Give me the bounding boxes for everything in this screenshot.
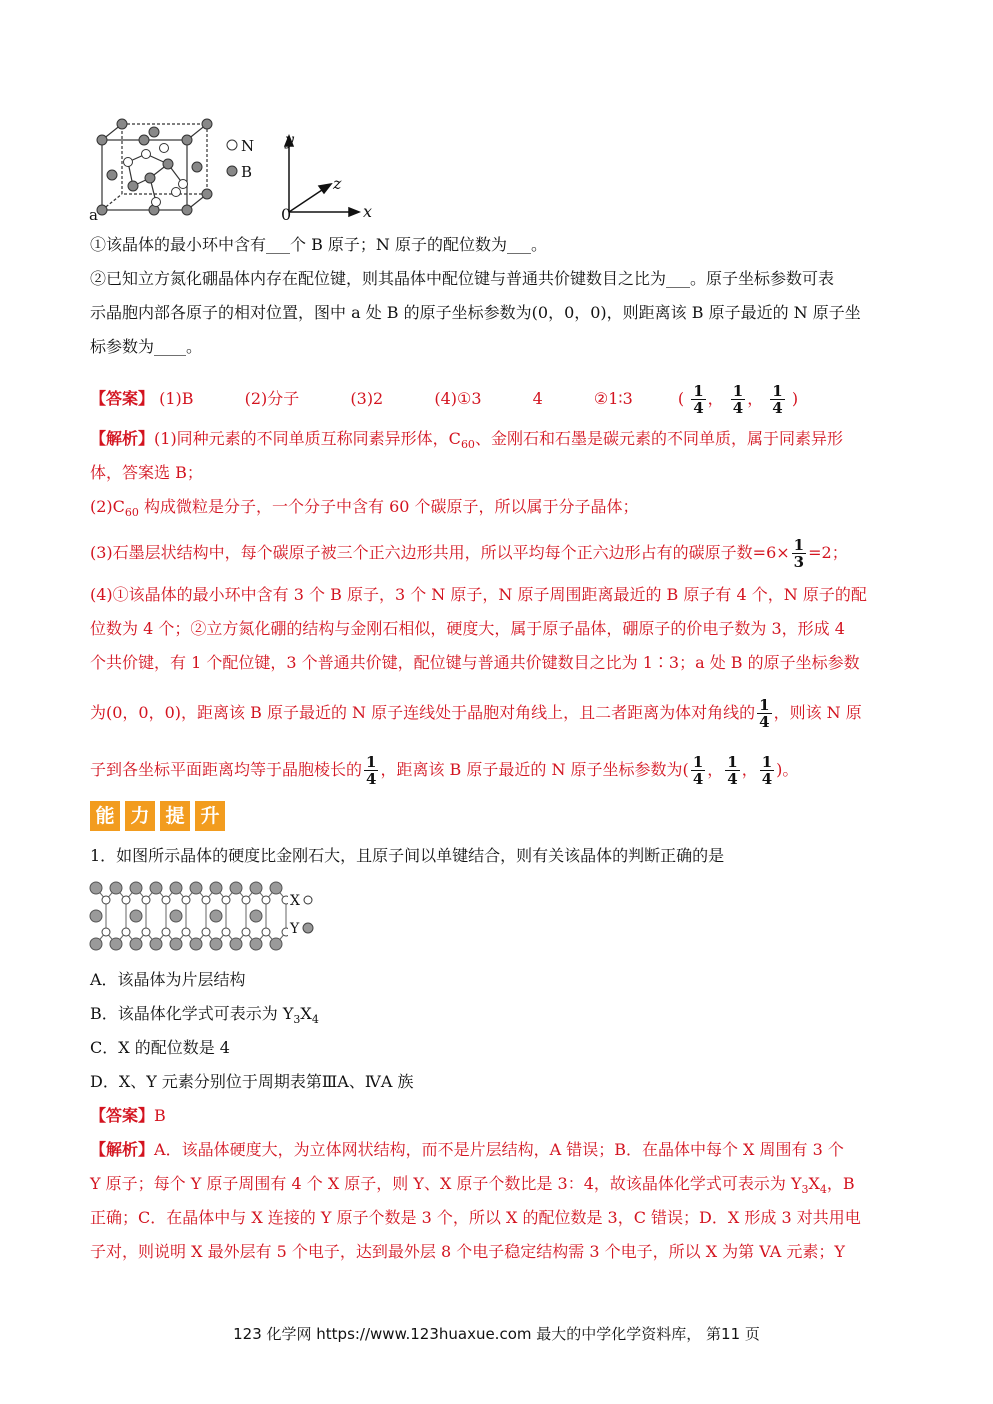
analysis-line-2: 体，答案选 B； bbox=[90, 463, 203, 482]
y-atom bbox=[210, 882, 222, 894]
y-atom bbox=[170, 910, 182, 922]
x-atom bbox=[162, 896, 170, 904]
section-badge-4: 升 bbox=[195, 801, 225, 831]
analysis-line-9: 子到各坐标平面距离均等于晶胞棱长的 $\frac{1}{4}$ ，距离该 B 原子最近的 N 原子坐标参数为( $\frac{1}{4}$ ， $\frac{1}{4}$ ， $\frac{1}{4}$ )。 bbox=[90, 753, 799, 788]
answer-5: 4 bbox=[532, 389, 543, 408]
page-footer: 123 化学网 https://www.123huaxue.com 最大的中学化学资料库， 第11 页 bbox=[233, 1325, 760, 1343]
answer-coord: ( $\frac{1}{4}$ ， $\frac{1}{4}$ ， $\frac{1}{4}$ ) bbox=[677, 382, 799, 417]
analysis-tag: 【解析】 bbox=[90, 429, 155, 448]
analysis-line-3: $(2)C_{60}$ 构成微粒是分子，一个分子中含有 60 个碳原子，所以属于分子晶体； bbox=[90, 497, 639, 520]
fraction: $\frac{1}{4}$ bbox=[366, 753, 377, 788]
section-badge-2: 力 bbox=[125, 801, 155, 831]
y-atom bbox=[170, 938, 182, 950]
x-atom bbox=[202, 896, 210, 904]
legend-x-label: X bbox=[290, 893, 300, 909]
axis-x-label: x bbox=[363, 202, 373, 221]
fraction: $\frac{1}{4}$ bbox=[761, 753, 773, 788]
fraction: $\frac{1}{4}$ bbox=[727, 753, 738, 788]
analysis2-line-2: Y 原子；每个 Y 原子周围有 4 个 X 原子，则 Y、X 原子个数比是 3：4，故该晶体化学式可表示为 $Y_3X_4$，B bbox=[90, 1174, 855, 1197]
crystal-cell-figure bbox=[88, 112, 288, 224]
q4-part1: ①该晶体的最小环中含有___个 B 原子；N 原子的配位数为___。 bbox=[90, 235, 548, 254]
axis-origin-label: 0 bbox=[281, 205, 292, 224]
answer-2: (2)分子 bbox=[244, 389, 300, 408]
fraction: $\frac{1}{4}$ bbox=[759, 696, 770, 731]
y-atom bbox=[210, 910, 222, 922]
answer-1: (1)B bbox=[159, 389, 194, 408]
y-atom bbox=[270, 882, 282, 894]
y-atom bbox=[130, 938, 142, 950]
option-b: B．该晶体化学式可表示为 $Y_3X_4$ bbox=[90, 1004, 319, 1027]
x-atom bbox=[262, 928, 270, 936]
analysis2-line-4: 子对，则说明 X 最外层有 5 个电子，达到最外层 8 个电子稳定结构需 3 个电子，所以 X 为第 VA 元素；Y bbox=[90, 1242, 845, 1261]
y-atom bbox=[250, 910, 262, 922]
y-atom bbox=[90, 882, 102, 894]
y-atom bbox=[110, 938, 122, 950]
answer-6: ②1∶3 bbox=[593, 389, 633, 408]
answer-2-row: 【答案】B bbox=[90, 1106, 166, 1125]
y-atom bbox=[110, 882, 122, 894]
x-atom bbox=[102, 896, 110, 904]
q4-part2-line3: 标参数为____。 bbox=[90, 337, 203, 356]
analysis2-line-3: 正确；C．在晶体中与 X 连接的 Y 原子个数是 3 个，所以 X 的配位数是 3，C 错误；D．X 形成 3 对共用电 bbox=[90, 1208, 861, 1227]
x-atom bbox=[222, 896, 230, 904]
fraction: $\frac{1}{4}$ bbox=[692, 753, 704, 788]
analysis-line-4: (3)石墨层状结构中，每个碳原子被三个正六边形共用，所以平均每个正六边形占有的碳原子数=6× $\frac{1}{3}$ =2； bbox=[90, 536, 848, 571]
lattice-figure bbox=[88, 878, 288, 958]
x-atom bbox=[142, 896, 150, 904]
y-atom bbox=[190, 938, 202, 950]
analysis2-line-1: 【解析】A．该晶体硬度大，为立体网状结构，而不是片层结构，A 错误；B．在晶体中每个 X 周围有 3 个 bbox=[90, 1140, 844, 1159]
x-atom bbox=[262, 896, 270, 904]
y-atom bbox=[130, 882, 142, 894]
analysis-line-5: (4)①该晶体的最小环中含有 3 个 B 原子，3 个 N 原子，N 原子周围距离最近的 B 原子有 4 个，N 原子的配 bbox=[90, 585, 867, 604]
q1-stem: 1．如图所示晶体的硬度比金刚石大，且原子间以单键结合，则有关该晶体的判断正确的是 bbox=[90, 846, 725, 865]
analysis-line-6: 位数为 4 个；②立方氮化硼的结构与金刚石相似，硬度大，属于原子晶体，硼原子的价电子数为 3，形成 4 bbox=[90, 619, 845, 638]
x-atom bbox=[162, 928, 170, 936]
y-atom bbox=[230, 938, 242, 950]
fraction: $\frac{1}{4}$ bbox=[693, 382, 704, 417]
answer-3: (3)2 bbox=[350, 389, 384, 408]
y-atom bbox=[270, 938, 282, 950]
q4-part2-line1: ②已知立方氮化硼晶体内存在配位键，则其晶体中配位键与普通共价键数目之比为___。原子坐标参数可表 bbox=[90, 269, 835, 288]
fraction: $\frac{1}{4}$ bbox=[732, 382, 744, 417]
y-atom bbox=[230, 882, 242, 894]
y-atom bbox=[150, 882, 162, 894]
fraction: $\frac{1}{3}$ bbox=[793, 536, 805, 571]
x-atom bbox=[182, 896, 190, 904]
x-atom bbox=[242, 896, 250, 904]
corner-a-label: a bbox=[89, 206, 98, 224]
analysis-line-1: 【解析】(1)同种元素的不同单质互称同素异形体，$C_{60}$、金刚石和石墨是碳元素的不同单质，属于同素异形 bbox=[90, 429, 843, 452]
x-atom bbox=[142, 928, 150, 936]
option-a: A．该晶体为片层结构 bbox=[90, 970, 246, 989]
y-atom bbox=[90, 938, 102, 950]
x-atom bbox=[242, 928, 250, 936]
y-atom bbox=[170, 882, 182, 894]
section-badge-3: 提 bbox=[160, 801, 190, 831]
x-atom bbox=[202, 928, 210, 936]
x-atom bbox=[182, 928, 190, 936]
y-atom bbox=[190, 882, 202, 894]
legend-n-label: N bbox=[241, 137, 255, 155]
section-badge-1: 能 bbox=[90, 801, 120, 831]
y-atom bbox=[90, 910, 102, 922]
axis-z-label: z bbox=[333, 174, 342, 193]
analysis-line-8: 为(0，0，0)，距离该 B 原子最近的 N 原子连线处于晶胞对角线上，且二者距离为体对角线的 $\frac{1}{4}$ ，则该 N 原 bbox=[90, 696, 862, 731]
option-d: D．X、Y 元素分别位于周期表第ⅢA、ⅣA 族 bbox=[90, 1072, 414, 1091]
x-atom bbox=[222, 928, 230, 936]
axis-y-label: y bbox=[285, 130, 295, 149]
q4-part2-line2: 示晶胞内部各原子的相对位置，图中 a 处 B 的原子坐标参数为(0，0，0)，则距离该 B 原子最近的 N 原子坐 bbox=[90, 303, 861, 322]
answer-4: (4)①3 bbox=[434, 389, 482, 408]
x-atom bbox=[122, 896, 130, 904]
y-atom bbox=[250, 882, 262, 894]
y-atom bbox=[250, 938, 262, 950]
x-atom bbox=[122, 928, 130, 936]
legend-y-label: Y bbox=[290, 921, 300, 937]
answer-tag: 【答案】 bbox=[90, 389, 155, 408]
x-atom bbox=[102, 928, 110, 936]
analysis-line-7: 个共价键，有 1 个配位键，3 个普通共价键，配位键与普通共价键数目之比为 1∶3；a 处 B 的原子坐标参数 bbox=[90, 653, 860, 672]
y-atom bbox=[210, 938, 222, 950]
fraction: $\frac{1}{4}$ bbox=[772, 382, 783, 417]
y-atom bbox=[130, 910, 142, 922]
answer-row bbox=[90, 383, 798, 416]
option-c: C．X 的配位数是 4 bbox=[90, 1038, 230, 1057]
y-atom bbox=[150, 938, 162, 950]
legend-b-label: B bbox=[241, 163, 253, 181]
